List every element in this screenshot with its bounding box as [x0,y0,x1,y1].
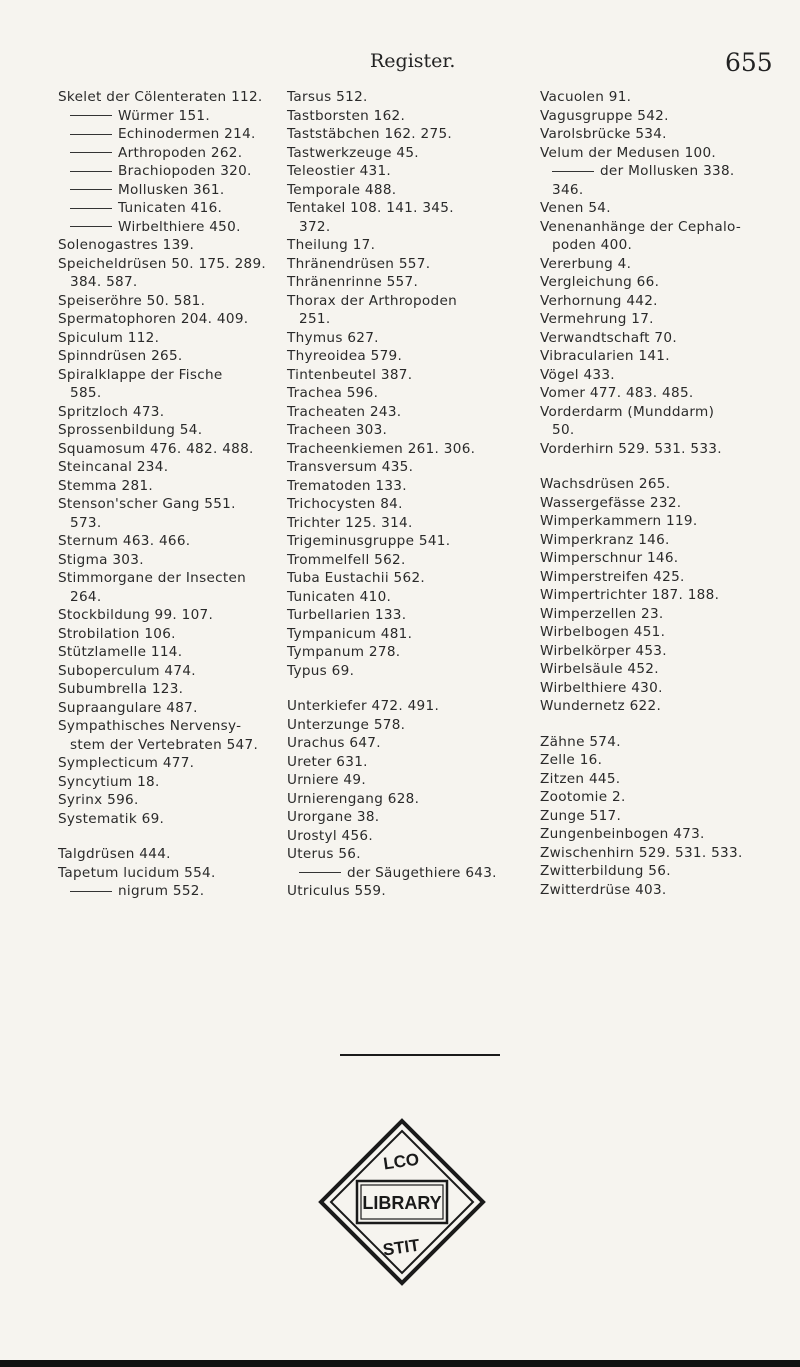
index-entry-continuation: 50. [552,422,575,438]
index-entry: Vagusgruppe 542. [540,107,669,124]
index-entry: Trigeminusgruppe 541. [287,533,451,549]
index-entry: Sternum 463. 466. [58,533,191,549]
index-entry: Theilung 17. [287,237,376,253]
index-entry: Utriculus 559. [287,883,386,899]
index-entry: Zootomie 2. [540,789,626,805]
index-entry: Zelle 16. [540,752,603,768]
index-entry: Tracheaten 243. [287,403,402,420]
index-entry: Zähne 574. [540,733,621,750]
index-entry: Verwandtschaft 70. [540,329,677,346]
index-entry: Temporale 488. [287,181,397,198]
index-entry: Wimperkammern 119. [540,513,698,529]
index-entry: Vergleichung 66. [540,274,660,290]
index-entry: Stockbildung 99. 107. [58,607,214,623]
index-column-2 [287,88,537,901]
stamp-bottom-text: STIT [381,1235,421,1260]
index-entry: Venenanhänge der Cephalo- [540,218,742,235]
index-subentry: der Mollusken 338. [540,162,790,181]
index-entry: Tentakel 108. 141. 345. [287,200,454,216]
index-entry: Symplecticum 477. [58,755,195,771]
index-entry-continuation: 585. [70,385,102,401]
index-entry: Steincanal 234. [58,459,169,475]
index-entry: Stenson'scher Gang 551. [58,496,236,512]
index-entry: Taststäbchen 162. 275. [287,126,453,142]
index-entry: Stigma 303. [58,551,144,568]
page-title: Register. [370,50,456,72]
index-entry-continuation: 384. 587. [70,274,138,290]
index-entry: Zwitterdrüse 403. [540,881,667,898]
section-gap [540,716,790,733]
index-entry: Syncytium 18. [58,773,160,790]
index-entry: Strobilation 106. [58,625,176,642]
index-entry: Spiculum 112. [58,329,160,346]
index-entry: Tapetum lucidum 554. [58,864,216,881]
index-entry: Varolsbrücke 534. [540,126,667,142]
index-entry: Velum der Medusen 100. [540,144,717,161]
index-subentry: Arthropoden 262. [58,144,293,163]
index-entry: Spritzloch 473. [58,403,165,420]
index-entry: Thränendrüsen 557. [287,255,431,272]
index-entry: Urnierengang 628. [287,790,420,807]
index-entry: Sprossenbildung 54. [58,422,203,438]
index-entry-continuation: poden 400. [552,237,633,253]
index-entry: Verhornung 442. [540,292,658,309]
index-entry: Stützlamelle 114. [58,644,183,660]
index-entry: Urniere 49. [287,772,366,788]
index-entry: Wimpertrichter 187. 188. [540,587,720,603]
index-entry: Unterzunge 578. [287,716,406,733]
index-entry: Turbellarien 133. [287,607,407,623]
index-entry: Vorderdarm (Munddarm) [540,403,715,420]
index-column-3 [540,88,790,899]
index-entry: Spermatophoren 204. 409. [58,311,249,327]
index-entry: Supraangulare 487. [58,699,198,716]
index-entry: Tympanicum 481. [287,625,413,642]
index-entry: Wachsdrüsen 265. [540,476,671,492]
index-subentry: nigrum 552. [58,882,293,901]
index-entry: Vibracularien 141. [540,348,670,364]
index-entry: Thorax der Arthropoden [287,292,458,309]
stamp-library-text: LIBRARY [362,1193,442,1213]
index-entry: Wimperzellen 23. [540,605,664,622]
stamp-top-text: LCO [382,1149,421,1174]
index-entry: Spinndrüsen 265. [58,348,183,364]
index-entry: Talgdrüsen 444. [58,846,171,862]
end-rule [340,1054,500,1056]
index-entry: Tastwerkzeuge 45. [287,144,419,161]
section-gap [58,828,293,845]
index-entry: Wirbelthiere 430. [540,679,663,696]
page-number: 655 [725,48,773,77]
index-entry: Zwischenhirn 529. 531. 533. [540,844,743,861]
index-entry: Urostyl 456. [287,827,373,844]
index-entry: Wirbelsäule 452. [540,661,659,677]
index-entry: Tunicaten 410. [287,588,392,605]
section-gap [287,680,537,697]
index-entry: Tracheenkiemen 261. 306. [287,440,476,457]
index-entry: Stemma 281. [58,477,154,494]
index-entry: Speicheldrüsen 50. 175. 289. [58,255,267,272]
index-entry: Vacuolen 91. [540,89,632,105]
index-entry: Speiseröhre 50. 581. [58,292,206,309]
index-entry: Uterus 56. [287,846,361,862]
index-entry-continuation: 251. [299,311,331,327]
index-entry: Tastborsten 162. [287,107,406,124]
index-subentry: der Säugethiere 643. [287,864,537,883]
index-subentry: Würmer 151. [58,107,293,126]
index-entry: Wimperschnur 146. [540,550,679,566]
index-entry: Vögel 433. [540,366,615,383]
index-entry: Typus 69. [287,662,355,679]
index-entry: Thränenrinne 557. [287,274,419,290]
index-entry: Tarsus 512. [287,89,368,105]
index-entry: Wirbelbogen 451. [540,624,666,640]
index-entry: Zwitterbildung 56. [540,863,671,879]
index-entry: Wundernetz 622. [540,698,662,714]
index-entry: Vererbung 4. [540,255,632,272]
index-entry: Wirbelkörper 453. [540,642,667,659]
index-entry-continuation: stem der Vertebraten 547. [70,736,259,753]
index-entry: Tintenbeutel 387. [287,366,413,383]
page-edge-band [0,1360,800,1367]
index-subentry: Mollusken 361. [58,181,293,200]
index-entry: Tracheen 303. [287,422,388,438]
index-entry: Tympanum 278. [287,644,401,660]
index-entry: Trichocysten 84. [287,496,403,512]
index-entry: Ureter 631. [287,753,368,770]
index-entry: Zungenbeinbogen 473. [540,826,705,842]
index-subentry: Brachiopoden 320. [58,162,293,181]
index-entry: Vermehrung 17. [540,311,654,327]
index-entry: Squamosum 476. 482. 488. [58,440,254,457]
index-entry: Zitzen 445. [540,770,621,787]
index-entry: Trematoden 133. [287,477,407,494]
index-entry: Thymus 627. [287,329,379,346]
index-entry-continuation: 346. [552,181,584,198]
index-entry: Urorgane 38. [287,809,380,825]
index-subentry: Echinodermen 214. [58,125,293,144]
index-entry: Solenogastres 139. [58,237,195,253]
section-gap [540,458,790,475]
index-entry: Systematik 69. [58,810,165,827]
index-entry: Syrinx 596. [58,792,139,808]
index-entry: Vomer 477. 483. 485. [540,385,694,401]
index-entry: Unterkiefer 472. 491. [287,698,440,714]
index-subentry: Wirbelthiere 450. [58,218,293,237]
index-entry: Spiralklappe der Fische [58,366,223,383]
index-entry: Subumbrella 123. [58,681,184,697]
index-entry: Transversum 435. [287,459,414,475]
index-entry: Trichter 125. 314. [287,514,413,531]
index-entry: Thyreoidea 579. [287,348,403,364]
index-entry: Venen 54. [540,200,611,216]
index-entry-continuation: 573. [70,514,102,531]
index-entry: Urachus 647. [287,735,381,751]
index-entry-continuation: 372. [299,218,331,235]
index-entry: Sympathisches Nervensy- [58,718,242,734]
library-stamp [315,1115,490,1290]
index-entry: Wimperstreifen 425. [540,568,685,585]
index-entry: Wimperkranz 146. [540,531,670,548]
index-entry: Teleostier 431. [287,163,392,179]
index-entry: Trommelfell 562. [287,551,406,568]
index-entry: Zunge 517. [540,807,622,824]
index-entry: Vorderhirn 529. 531. 533. [540,440,722,457]
index-entry: Skelet der Cölenteraten 112. [58,89,263,105]
index-subentry: Tunicaten 416. [58,199,293,218]
index-entry: Trachea 596. [287,385,379,401]
index-entry: Suboperculum 474. [58,662,196,679]
index-entry: Tuba Eustachii 562. [287,570,426,586]
index-entry-continuation: 264. [70,588,102,605]
index-entry: Wassergefässe 232. [540,494,682,511]
index-entry: Stimmorgane der Insecten [58,570,247,586]
index-column-1 [58,88,293,901]
